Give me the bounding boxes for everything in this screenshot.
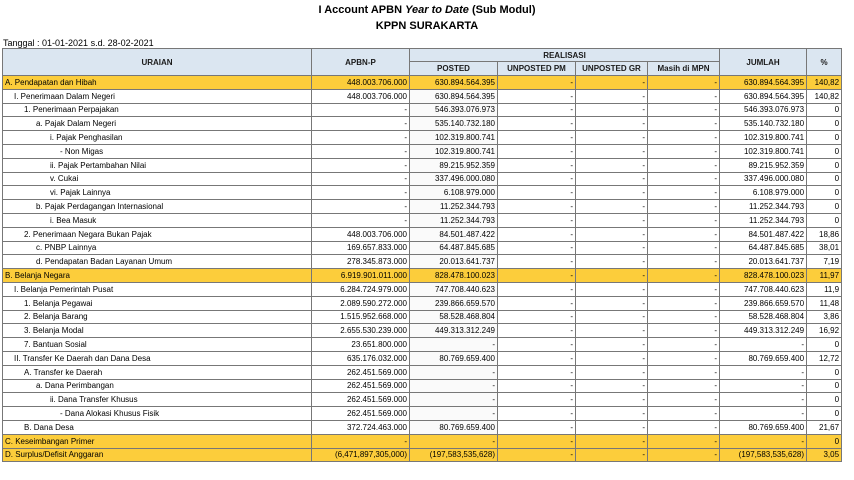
row-unposted-pm: - xyxy=(498,241,576,255)
date-range-label: Tanggal : 01-01-2021 s.d. 28-02-2021 xyxy=(3,38,154,48)
row-masih-mpn: - xyxy=(648,200,720,214)
row-unposted-pm: - xyxy=(498,282,576,296)
row-posted: 630.894.564.395 xyxy=(410,76,498,90)
table-row xyxy=(3,338,842,352)
row-apbnp: 278.345.873.000 xyxy=(312,255,410,269)
row-pct: 12,72 xyxy=(807,351,842,365)
row-uraian: I. Penerimaan Dalam Negeri xyxy=(3,89,312,103)
row-apbnp: 448.003.706.000 xyxy=(312,227,410,241)
row-uraian: 2. Penerimaan Negara Bukan Pajak xyxy=(3,227,312,241)
row-masih-mpn: - xyxy=(648,365,720,379)
row-unposted-pm: - xyxy=(498,448,576,462)
row-apbnp: 2.655.530.239.000 xyxy=(312,324,410,338)
row-masih-mpn: - xyxy=(648,269,720,283)
table-row xyxy=(3,255,842,269)
row-pct: 0 xyxy=(807,172,842,186)
row-masih-mpn: - xyxy=(648,186,720,200)
header-jumlah: JUMLAH xyxy=(720,49,807,76)
row-apbnp: - xyxy=(312,131,410,145)
row-apbnp: 6.284.724.979.000 xyxy=(312,282,410,296)
row-jumlah: 535.140.732.180 xyxy=(720,117,807,131)
table-row xyxy=(3,282,842,296)
row-pct: 0 xyxy=(807,131,842,145)
row-uraian: B. Belanja Negara xyxy=(3,269,312,283)
row-apbnp: 2.089.590.272.000 xyxy=(312,296,410,310)
row-unposted-pm: - xyxy=(498,117,576,131)
header-apbnp: APBN-P xyxy=(312,49,410,76)
row-jumlah: 64.487.845.685 xyxy=(720,241,807,255)
row-apbnp: 262.451.569.000 xyxy=(312,379,410,393)
table-row xyxy=(3,144,842,158)
row-apbnp: (6,471,897,305,000) xyxy=(312,448,410,462)
row-unposted-gr: - xyxy=(576,434,648,448)
row-apbnp: - xyxy=(312,213,410,227)
row-uraian: - Dana Alokasi Khusus Fisik xyxy=(3,407,312,421)
row-jumlah: 102.319.800.741 xyxy=(720,144,807,158)
row-posted: 64.487.845.685 xyxy=(410,241,498,255)
row-unposted-pm: - xyxy=(498,144,576,158)
table-row xyxy=(3,117,842,131)
row-unposted-pm: - xyxy=(498,89,576,103)
row-unposted-pm: - xyxy=(498,338,576,352)
table-row xyxy=(3,434,842,448)
row-posted: 102.319.800.741 xyxy=(410,131,498,145)
row-pct: 0 xyxy=(807,144,842,158)
row-masih-mpn: - xyxy=(648,131,720,145)
row-masih-mpn: - xyxy=(648,158,720,172)
report-title xyxy=(0,4,854,16)
row-pct: 11,48 xyxy=(807,296,842,310)
table-row xyxy=(3,200,842,214)
table-row xyxy=(3,365,842,379)
row-jumlah: - xyxy=(720,407,807,421)
row-masih-mpn: - xyxy=(648,351,720,365)
row-pct: 38,01 xyxy=(807,241,842,255)
row-unposted-gr: - xyxy=(576,186,648,200)
row-unposted-pm: - xyxy=(498,420,576,434)
row-pct: 0 xyxy=(807,365,842,379)
row-posted: - xyxy=(410,338,498,352)
row-apbnp: - xyxy=(312,186,410,200)
table-row xyxy=(3,227,842,241)
report-title-italic: Year to Date xyxy=(405,4,469,16)
table-row xyxy=(3,213,842,227)
header-unposted-pm: UNPOSTED PM xyxy=(498,62,576,76)
row-masih-mpn: - xyxy=(648,296,720,310)
row-unposted-gr: - xyxy=(576,365,648,379)
row-uraian: A. Transfer ke Daerah xyxy=(3,365,312,379)
row-unposted-gr: - xyxy=(576,296,648,310)
row-masih-mpn: - xyxy=(648,420,720,434)
row-pct: 0 xyxy=(807,186,842,200)
row-pct: 0 xyxy=(807,379,842,393)
row-posted: 239.866.659.570 xyxy=(410,296,498,310)
row-unposted-gr: - xyxy=(576,282,648,296)
row-pct: 18,86 xyxy=(807,227,842,241)
header-posted: POSTED xyxy=(410,62,498,76)
row-uraian: i. Pajak Penghasilan xyxy=(3,131,312,145)
row-uraian: C. Keseimbangan Primer xyxy=(3,434,312,448)
row-jumlah: 84.501.487.422 xyxy=(720,227,807,241)
table-header xyxy=(3,49,842,76)
table-row xyxy=(3,324,842,338)
row-apbnp: - xyxy=(312,200,410,214)
row-pct: 140,82 xyxy=(807,89,842,103)
table-row xyxy=(3,186,842,200)
row-unposted-pm: - xyxy=(498,324,576,338)
table-row xyxy=(3,131,842,145)
row-jumlah: 630.894.564.395 xyxy=(720,76,807,90)
table-row xyxy=(3,310,842,324)
row-unposted-gr: - xyxy=(576,393,648,407)
row-posted: 828.478.100.023 xyxy=(410,269,498,283)
row-posted: 11.252.344.793 xyxy=(410,200,498,214)
row-posted: 535.140.732.180 xyxy=(410,117,498,131)
row-posted: - xyxy=(410,407,498,421)
row-unposted-gr: - xyxy=(576,76,648,90)
row-pct: 16,92 xyxy=(807,324,842,338)
row-unposted-gr: - xyxy=(576,269,648,283)
row-masih-mpn: - xyxy=(648,227,720,241)
row-posted: - xyxy=(410,434,498,448)
apbn-table xyxy=(2,48,842,462)
row-uraian: 2. Belanja Barang xyxy=(3,310,312,324)
row-apbnp: - xyxy=(312,103,410,117)
report-title-part1: I Account APBN xyxy=(318,4,406,16)
row-unposted-pm: - xyxy=(498,351,576,365)
row-uraian: I. Belanja Pemerintah Pusat xyxy=(3,282,312,296)
row-posted: 84.501.487.422 xyxy=(410,227,498,241)
table-row xyxy=(3,420,842,434)
row-masih-mpn: - xyxy=(648,407,720,421)
row-pct: 0 xyxy=(807,407,842,421)
row-posted: 546.393.076.973 xyxy=(410,103,498,117)
table-row xyxy=(3,76,842,90)
row-jumlah: 58.528.468.804 xyxy=(720,310,807,324)
table-row xyxy=(3,172,842,186)
row-posted: 747.708.440.623 xyxy=(410,282,498,296)
row-masih-mpn: - xyxy=(648,310,720,324)
row-jumlah: 828.478.100.023 xyxy=(720,269,807,283)
row-unposted-pm: - xyxy=(498,158,576,172)
report-subtitle: KPPN SURAKARTA xyxy=(375,20,479,32)
header-masih-mpn: Masih di MPN xyxy=(648,62,720,76)
row-pct: 7,19 xyxy=(807,255,842,269)
table-row xyxy=(3,393,842,407)
row-unposted-gr: - xyxy=(576,213,648,227)
row-masih-mpn: - xyxy=(648,324,720,338)
row-apbnp: - xyxy=(312,117,410,131)
row-unposted-gr: - xyxy=(576,227,648,241)
row-apbnp: 448.003.706.000 xyxy=(312,76,410,90)
row-jumlah: 11.252.344.793 xyxy=(720,200,807,214)
row-unposted-pm: - xyxy=(498,434,576,448)
row-pct: 0 xyxy=(807,338,842,352)
row-uraian: II. Transfer Ke Daerah dan Dana Desa xyxy=(3,351,312,365)
row-unposted-gr: - xyxy=(576,338,648,352)
row-pct: 0 xyxy=(807,393,842,407)
row-pct: 11,97 xyxy=(807,269,842,283)
row-masih-mpn: - xyxy=(648,241,720,255)
row-masih-mpn: - xyxy=(648,89,720,103)
row-apbnp: - xyxy=(312,172,410,186)
table-row xyxy=(3,379,842,393)
row-masih-mpn: - xyxy=(648,103,720,117)
table-row xyxy=(3,89,842,103)
table-body xyxy=(3,76,842,462)
row-unposted-pm: - xyxy=(498,365,576,379)
row-jumlah: 80.769.659.400 xyxy=(720,420,807,434)
table-row xyxy=(3,351,842,365)
table-row xyxy=(3,448,842,462)
row-unposted-gr: - xyxy=(576,407,648,421)
row-unposted-pm: - xyxy=(498,255,576,269)
row-jumlah: - xyxy=(720,379,807,393)
row-uraian: D. Surplus/Defisit Anggaran xyxy=(3,448,312,462)
row-jumlah: 102.319.800.741 xyxy=(720,131,807,145)
row-pct: 0 xyxy=(807,200,842,214)
row-posted: 449.313.312.249 xyxy=(410,324,498,338)
row-masih-mpn: - xyxy=(648,172,720,186)
row-uraian: c. PNBP Lainnya xyxy=(3,241,312,255)
row-masih-mpn: - xyxy=(648,144,720,158)
row-unposted-pm: - xyxy=(498,393,576,407)
row-posted: 80.769.659.400 xyxy=(410,351,498,365)
header-pct: % xyxy=(807,49,842,76)
row-posted: 337.496.000.080 xyxy=(410,172,498,186)
row-apbnp: 169.657.833.000 xyxy=(312,241,410,255)
row-posted: - xyxy=(410,379,498,393)
row-jumlah: 80.769.659.400 xyxy=(720,351,807,365)
row-unposted-gr: - xyxy=(576,255,648,269)
row-jumlah: - xyxy=(720,338,807,352)
row-posted: 6.108.979.000 xyxy=(410,186,498,200)
row-posted: 630.894.564.395 xyxy=(410,89,498,103)
row-masih-mpn: - xyxy=(648,448,720,462)
row-masih-mpn: - xyxy=(648,379,720,393)
row-posted: 89.215.952.359 xyxy=(410,158,498,172)
row-unposted-gr: - xyxy=(576,144,648,158)
row-unposted-gr: - xyxy=(576,241,648,255)
row-uraian: ii. Dana Transfer Khusus xyxy=(3,393,312,407)
row-posted: - xyxy=(410,393,498,407)
row-jumlah: 11.252.344.793 xyxy=(720,213,807,227)
row-unposted-gr: - xyxy=(576,103,648,117)
row-unposted-pm: - xyxy=(498,213,576,227)
header-unposted-gr: UNPOSTED GR xyxy=(576,62,648,76)
row-pct: 11,9 xyxy=(807,282,842,296)
row-unposted-gr: - xyxy=(576,200,648,214)
row-jumlah: - xyxy=(720,434,807,448)
row-posted: 11.252.344.793 xyxy=(410,213,498,227)
row-unposted-gr: - xyxy=(576,379,648,393)
row-jumlah: 449.313.312.249 xyxy=(720,324,807,338)
row-unposted-pm: - xyxy=(498,76,576,90)
table-row xyxy=(3,269,842,283)
row-unposted-pm: - xyxy=(498,186,576,200)
row-masih-mpn: - xyxy=(648,255,720,269)
row-apbnp: - xyxy=(312,434,410,448)
row-masih-mpn: - xyxy=(648,338,720,352)
row-unposted-gr: - xyxy=(576,420,648,434)
row-unposted-gr: - xyxy=(576,351,648,365)
row-unposted-gr: - xyxy=(576,172,648,186)
row-posted: - xyxy=(410,365,498,379)
table-row xyxy=(3,158,842,172)
row-uraian: 1. Belanja Pegawai xyxy=(3,296,312,310)
row-jumlah: 337.496.000.080 xyxy=(720,172,807,186)
row-jumlah: - xyxy=(720,365,807,379)
row-unposted-pm: - xyxy=(498,227,576,241)
row-apbnp: - xyxy=(312,158,410,172)
row-jumlah: 20.013.641.737 xyxy=(720,255,807,269)
row-apbnp: 635.176.032.000 xyxy=(312,351,410,365)
row-pct: 0 xyxy=(807,117,842,131)
row-pct: 3,05 xyxy=(807,448,842,462)
row-unposted-pm: - xyxy=(498,200,576,214)
row-uraian: 3. Belanja Modal xyxy=(3,324,312,338)
row-apbnp: 262.451.569.000 xyxy=(312,365,410,379)
row-jumlah: 630.894.564.395 xyxy=(720,89,807,103)
row-uraian: B. Dana Desa xyxy=(3,420,312,434)
row-jumlah: 89.215.952.359 xyxy=(720,158,807,172)
row-unposted-pm: - xyxy=(498,269,576,283)
row-unposted-pm: - xyxy=(498,172,576,186)
table-row xyxy=(3,103,842,117)
row-unposted-gr: - xyxy=(576,117,648,131)
row-jumlah: 239.866.659.570 xyxy=(720,296,807,310)
report-title-part2: (Sub Modul) xyxy=(468,4,536,16)
row-uraian: 7. Bantuan Sosial xyxy=(3,338,312,352)
row-unposted-gr: - xyxy=(576,448,648,462)
row-unposted-gr: - xyxy=(576,89,648,103)
header-realisasi: REALISASI xyxy=(410,49,720,62)
row-apbnp: 262.451.569.000 xyxy=(312,407,410,421)
row-uraian: ii. Pajak Pertambahan Nilai xyxy=(3,158,312,172)
row-uraian: 1. Penerimaan Perpajakan xyxy=(3,103,312,117)
row-posted: 80.769.659.400 xyxy=(410,420,498,434)
row-uraian: d. Pendapatan Badan Layanan Umum xyxy=(3,255,312,269)
row-uraian: a. Dana Perimbangan xyxy=(3,379,312,393)
row-uraian: vi. Pajak Lainnya xyxy=(3,186,312,200)
table-row xyxy=(3,407,842,421)
header-uraian: URAIAN xyxy=(3,49,312,76)
row-uraian: a. Pajak Dalam Negeri xyxy=(3,117,312,131)
table-row xyxy=(3,241,842,255)
row-pct: 3,86 xyxy=(807,310,842,324)
row-apbnp: 6.919.901.011.000 xyxy=(312,269,410,283)
row-pct: 140,82 xyxy=(807,76,842,90)
row-unposted-pm: - xyxy=(498,310,576,324)
row-posted: (197,583,535,628) xyxy=(410,448,498,462)
row-unposted-pm: - xyxy=(498,131,576,145)
row-uraian: b. Pajak Perdagangan Internasional xyxy=(3,200,312,214)
row-masih-mpn: - xyxy=(648,117,720,131)
row-jumlah: - xyxy=(720,393,807,407)
row-apbnp: 448.003.706.000 xyxy=(312,89,410,103)
row-apbnp: 1.515.952.668.000 xyxy=(312,310,410,324)
row-uraian: - Non Migas xyxy=(3,144,312,158)
row-pct: 0 xyxy=(807,213,842,227)
row-masih-mpn: - xyxy=(648,76,720,90)
row-pct: 0 xyxy=(807,103,842,117)
table-row xyxy=(3,296,842,310)
row-posted: 102.319.800.741 xyxy=(410,144,498,158)
row-unposted-pm: - xyxy=(498,103,576,117)
row-pct: 0 xyxy=(807,158,842,172)
row-pct: 0 xyxy=(807,434,842,448)
row-unposted-pm: - xyxy=(498,296,576,310)
row-apbnp: 262.451.569.000 xyxy=(312,393,410,407)
row-uraian: i. Bea Masuk xyxy=(3,213,312,227)
row-jumlah: 747.708.440.623 xyxy=(720,282,807,296)
row-pct: 21,67 xyxy=(807,420,842,434)
row-apbnp: 372.724.463.000 xyxy=(312,420,410,434)
row-unposted-pm: - xyxy=(498,379,576,393)
row-apbnp: 23.651.800.000 xyxy=(312,338,410,352)
row-masih-mpn: - xyxy=(648,393,720,407)
row-masih-mpn: - xyxy=(648,213,720,227)
row-uraian: A. Pendapatan dan Hibah xyxy=(3,76,312,90)
row-masih-mpn: - xyxy=(648,282,720,296)
row-unposted-gr: - xyxy=(576,310,648,324)
row-unposted-gr: - xyxy=(576,131,648,145)
row-unposted-gr: - xyxy=(576,158,648,172)
row-jumlah: (197,583,535,628) xyxy=(720,448,807,462)
row-jumlah: 6.108.979.000 xyxy=(720,186,807,200)
row-apbnp: - xyxy=(312,144,410,158)
row-unposted-pm: - xyxy=(498,407,576,421)
row-masih-mpn: - xyxy=(648,434,720,448)
row-uraian: v. Cukai xyxy=(3,172,312,186)
row-unposted-gr: - xyxy=(576,324,648,338)
row-jumlah: 546.393.076.973 xyxy=(720,103,807,117)
row-posted: 58.528.468.804 xyxy=(410,310,498,324)
row-posted: 20.013.641.737 xyxy=(410,255,498,269)
